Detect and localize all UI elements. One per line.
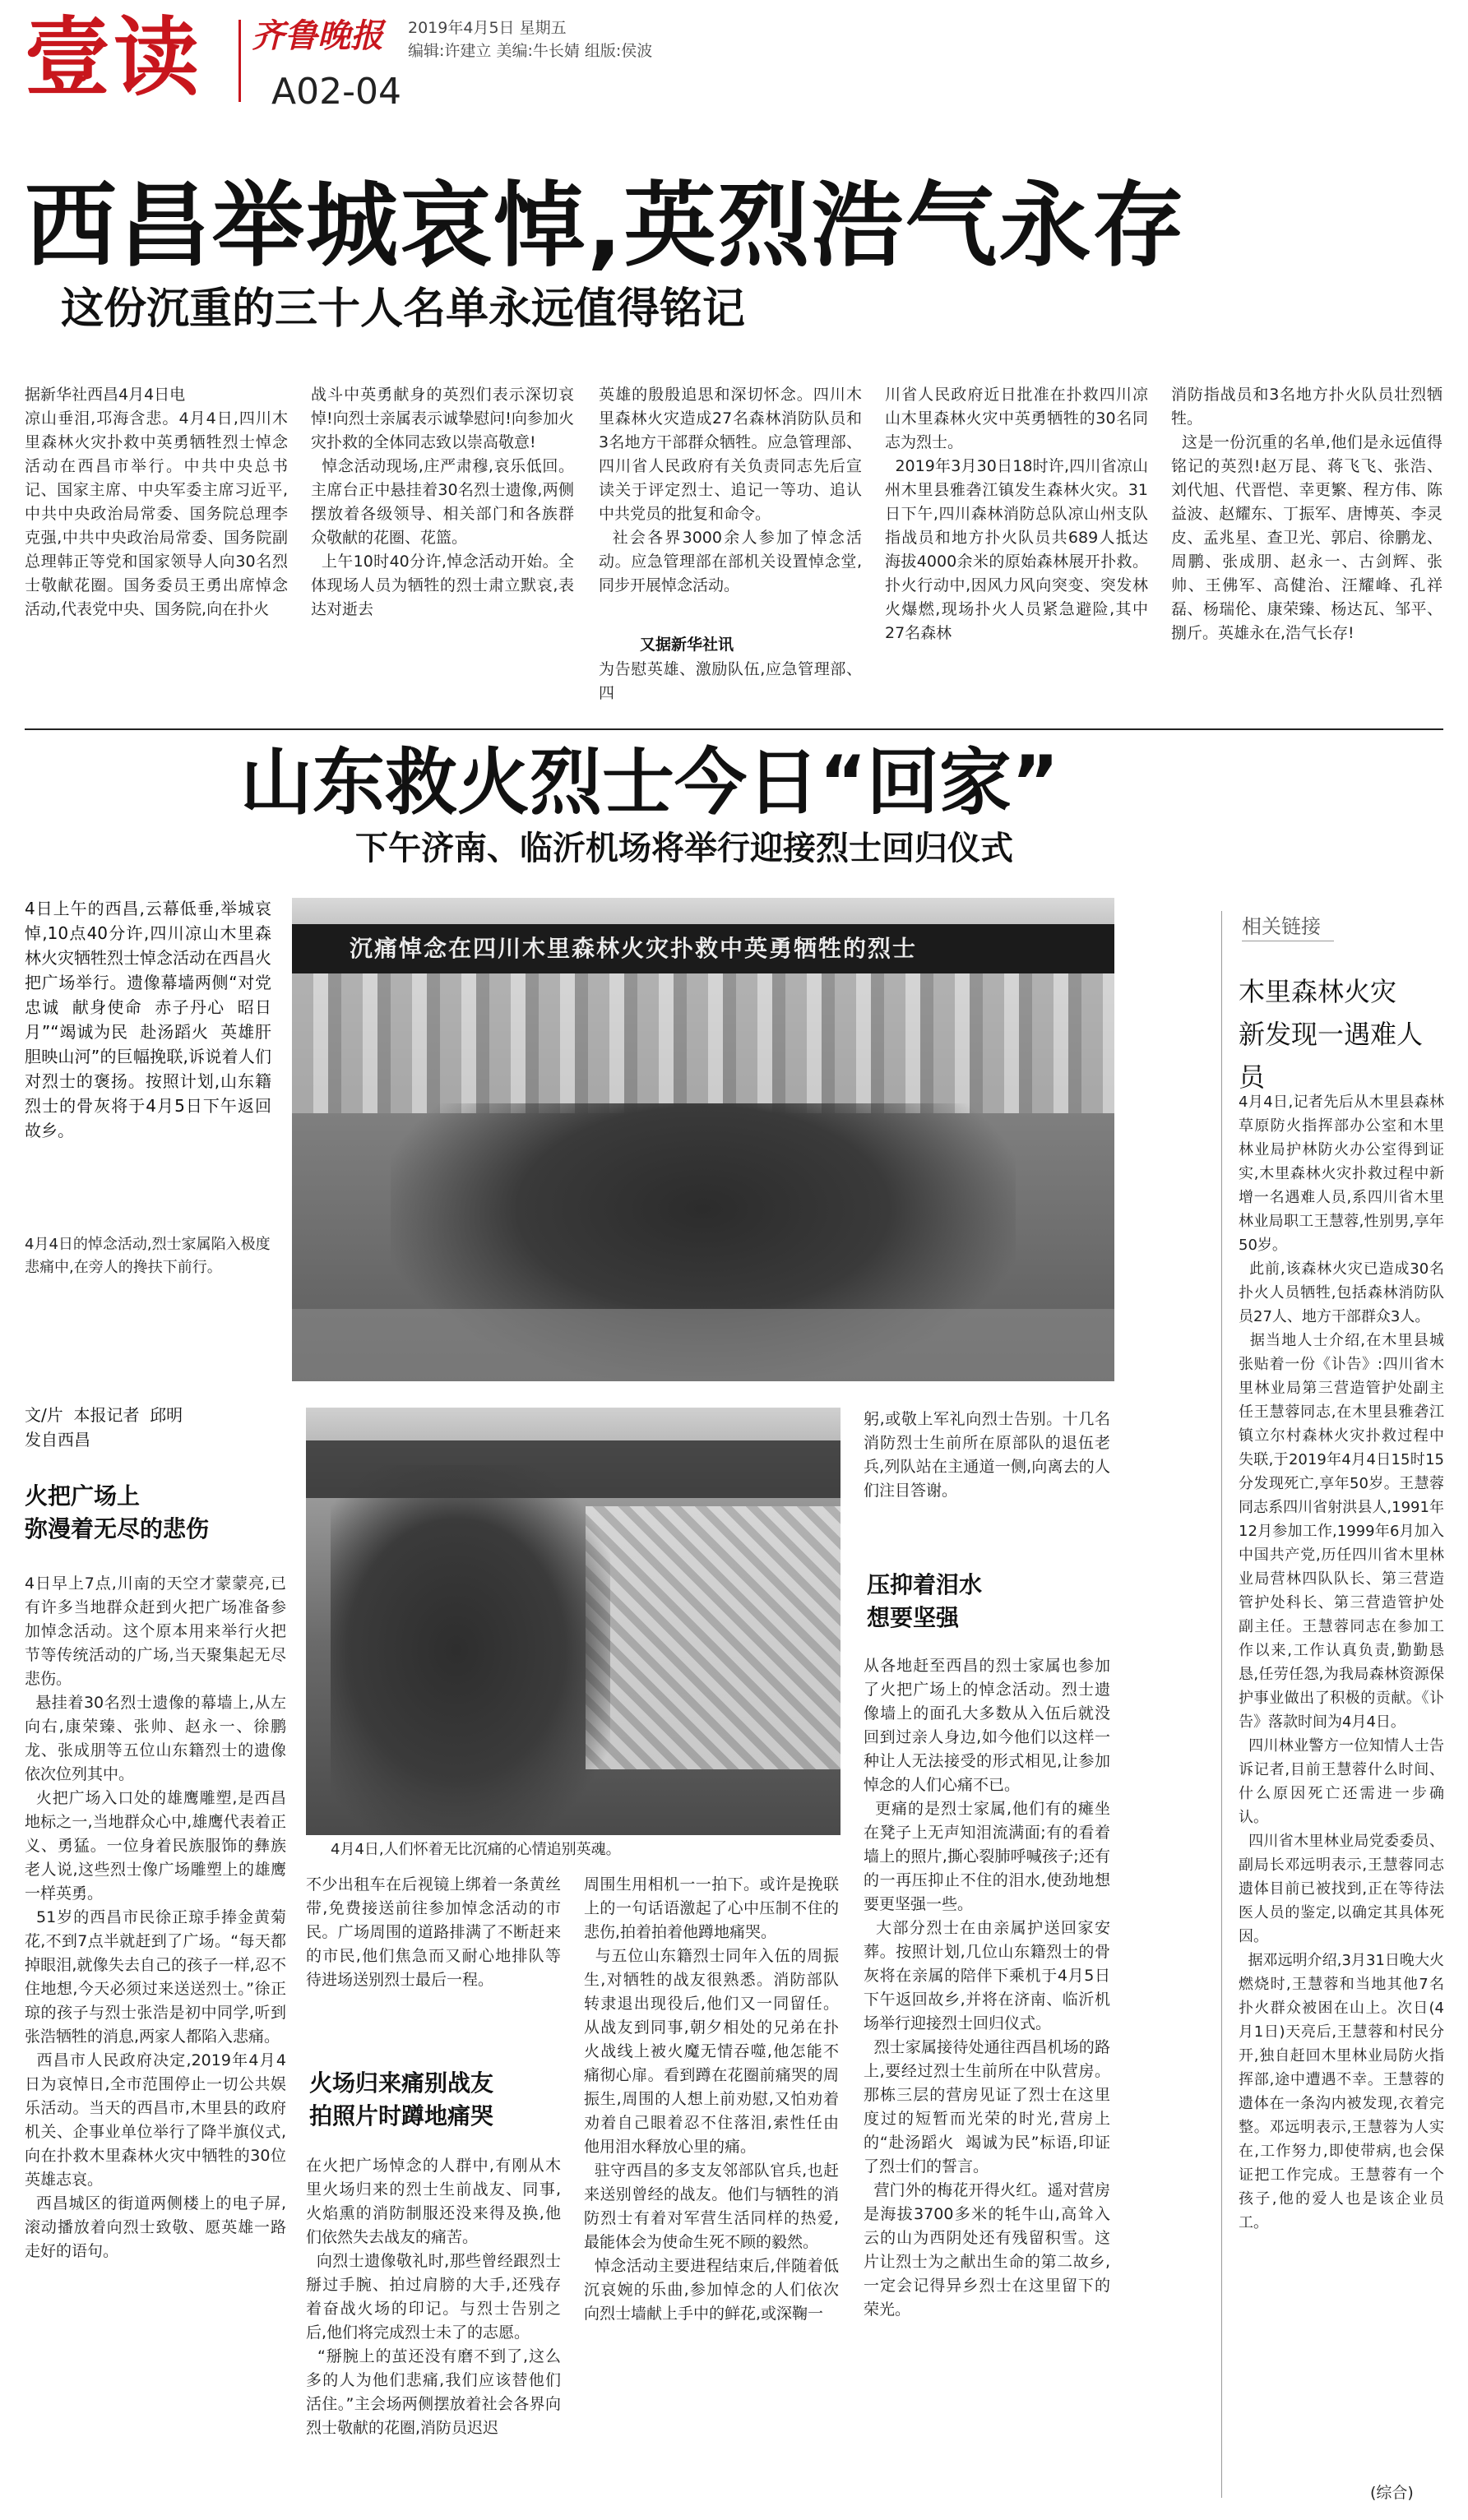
pavement	[292, 1309, 1114, 1381]
soldiers-salute-photo	[306, 1408, 841, 1835]
reporter-byline: 文/片 本报记者 邱明 发自西昌	[25, 1405, 183, 1450]
second-lede: 4日上午的西昌,云幕低垂,举城哀悼,10点40分许,四川凉山木里森林火灾牺牲烈士悼念活动在西昌火把广场举行。遗像幕墙两侧“对党忠诚 献身使命 赤子丹心 昭日月”“竭诚为民 赴汤蹈火 英雄肝胆映山河”的巨幅挽联,诉说着人们对烈士的褒扬。按照计划,山东籍烈士的骨灰将于4月5日下午返回故乡。	[25, 899, 271, 1140]
top-col-4: 川省人民政府近日批准在扑救四川凉山木里森林火灾中英勇牺牲的30名同志为烈士。 2019年3月30日18时许,四川省凉山州木里县雅砻江镇发生森林火灾。31日下午,四川森林消防总队凉山州支队指战员和地方扑火队员共689人抵达海拔4000余米的原始森林展开扑救。扑火行动中,因风力风向突变、突发林火爆燃,现场扑火人员紧急避险,其中27名森林	[885, 386, 1148, 642]
photo1-caption: 4月4日的悼念活动,烈士家属陷入极度悲痛中,在旁人的搀扶下前行。	[25, 1236, 271, 1276]
wreath-row	[292, 973, 1114, 1113]
body-col-4: 周围生用相机一一拍下。或许是挽联上的一句话语激起了心中压制不住的悲伤,拍着拍着他蹲地痛哭。 与五位山东籍烈士同年入伍的周振生,对牺牲的战友很熟悉。消防部队转隶退出现役后,他们又一同留任。从战友到同事,朝夕相处的兄弟在扑火战线上被火魔无情吞噬,他怎能不痛彻心扉。看到蹲在花圈前痛哭的周振生,周围的人想上前劝慰,又怕劝着劝着自己眼着忍不住落泪,索性任由他用泪水释放心里的痛。 驻守西昌的多支友邻部队官兵,也赶来送别曾经的战友。他们与牺牲的消防烈士有着对军营生活同样的热爱,最能体会为使命生死不顾的毅然。 悼念活动主要进程结束后,伴随着低沉哀婉的乐曲,参加悼念的人们依次向烈士墙献上手中的鲜花,或深鞠一	[584, 1875, 839, 2323]
second-headline: 山东救火烈士今日“回家”	[240, 740, 1059, 825]
top-col-3-byline: 又据新华社讯	[640, 636, 734, 654]
photo2-caption: 4月4日,人们怀着无比沉痛的心情追别英魂。	[331, 1841, 621, 1858]
section-divider	[25, 728, 1443, 730]
related-border	[1221, 911, 1222, 2498]
photo2-soldiers	[331, 1465, 610, 1835]
second-subhead: 下午济南、临沂机场将举行迎接烈士回归仪式	[355, 830, 1013, 867]
photo1-banner-text: 沉痛悼念在四川木里森林火灾扑救中英勇牺牲的烈士	[350, 935, 918, 962]
related-tag: 相关链接	[1242, 913, 1334, 941]
top-col-5: 消防指战员和3名地方扑火队员壮烈牺牲。 这是一份沉重的名单,他们是永远值得铭记的英烈!赵万昆、蒋飞飞、张浩、刘代旭、代晋恺、幸更繁、程方伟、陈益波、赵耀东、丁振军、唐博英、李灵皮、孟兆星、查卫光、郭启、徐鹏龙、周鹏、张成朋、赵永一、古剑辉、张帅、王佛军、高健治、汪耀峰、孔祥磊、杨瑞伦、康荣臻、杨达瓦、邹平、捌斤。英雄永在,浩气长存!	[1171, 386, 1443, 642]
top-col-2: 战斗中英勇献身的英烈们表示深切哀悼!向烈士亲属表示诚挚慰问!向参加火灾扑救的全体同志致以崇高敬意! 悼念活动现场,庄严肃穆,哀乐低回。主席台正中悬挂着30名烈士遗像,两侧摆放着各级领导、相关部门和各族群众敬献的花圈、花篮。 上午10时40分许,悼念活动开始。全体现场人员为牺牲的烈士肃立默哀,表达对逝去	[311, 386, 574, 618]
subhead-hold-tears: 压抑着泪水 想要坚强	[867, 1571, 983, 1631]
body-col-3: 在火把广场悼念的人群中,有刚从木里火场归来的烈士生前战友、同事,火焰熏的消防制服还没来得及换,他们依然失去战友的痛苦。 向烈士遗像敬礼时,那些曾经跟烈士掰过手腕、拍过肩膀的大手,还残存着奋战火场的印记。与烈士告别之后,他们将完成烈士未了的志愿。 “掰腕上的茧还没有磨不到了,这么多的人为他们悲痛,我们应该替他们活住。”主会场两侧摆放着社会各界向烈士敬献的花圈,消防员迟迟	[306, 2157, 561, 2437]
top-col-3-tail: 为告慰英雄、激励队伍,应急管理部、四	[599, 660, 862, 702]
top-col-1: 据新华社西昌4月4日电 凉山垂泪,邛海含悲。4月4日,四川木里森林火灾扑救中英勇牺牲烈士悼念活动在西昌市举行。中共中央总书记、国家主席、中央军委主席习近平,中共中央政治局常委、国务院总理李克强,中共中央政治局常委、国务院副总理韩正等党和国家领导人向30名烈士敬献花圈。国务委员王勇出席悼念活动,代表党中央、国务院,向在扑火	[25, 386, 288, 618]
related-source: (综合)	[1370, 2484, 1414, 2502]
section-title: 壹读	[25, 7, 203, 108]
masthead-divider	[238, 20, 241, 102]
body-col-6: 从各地赶至西昌的烈士家属也参加了火把广场上的悼念活动。烈士遗像墙上的面孔大多数从入伍后就没回到过亲人身边,如今他们以这样一种让人无法接受的形式相见,让参加悼念的人们心痛不已。 更痛的是烈士家属,他们有的瘫坐在凳子上无声知泪流满面;有的看着墙上的照片,撕心裂肺呼喊孩子;还有的一再压抑止不住的泪水,使劲地想要更坚强一些。 大部分烈士在由亲属护送回家安葬。按照计划,几位山东籍烈士的骨灰将在亲属的陪伴下乘机于4月5日下午返回故乡,并将在济南、临沂机场举行迎接烈士回归仪式。 烈士家属接待处通往西昌机场的路上,要经过烈士生前所在中队营房。那栋三层的营房见证了烈士在这里度过的短暂而光荣的时光,营房上的“赴汤蹈火 竭诚为民”标语,印证了烈士们的誓言。 营门外的梅花开得火红。遥对营房是海拔3700多米的牦牛山,高耸入云的山为西阴处还有残留积雪。这片让烈士为之献出生命的第二故乡,一定会记得异乡烈士在这里留下的荣光。	[864, 1657, 1110, 2319]
related-body: 4月4日,记者先后从木里县森林草原防火指挥部办公室和木里林业局护林防火办公室得到证实,木里森林火灾扑救过程中新增一名遇难人员,系四川省木里林业局职工王慧蓉,性别男,享年50岁。 此前,该森林火灾已造成30名扑火人员牺牲,包括森林消防队员27人、地方干部群众3人。 据当地人士介绍,在木里县城张贴着一份《讣告》:四川省木里林业局第三营造管护处副主任王慧蓉同志,在木里县雅砻江镇立尔村森林火灾扑救过程中失联,于2019年4月4日15时15分发现死亡,享年50岁。王慧蓉同志系四川省射洪县人,1991年12月参加工作,1999年6月加入中国共产党,历任四川省木里林业局营林四队队长、第三营造管护处科长、第三营造管护处副主任。王慧蓉同志在参加工作以来,工作认真负责,勤勤恳恳,任劳任怨,为我局森林资源保护事业做出了积极的贡献。《讣告》落款时间为4月4日。 四川林业警方一位知情人士告诉记者,目前王慧蓉什么时间、什么原因死亡还需进一步确认。 四川省木里林业局党委委员、副局长邓远明表示,王慧蓉同志遗体目前已被找到,正在等待法医人员的鉴定,以确定其具体死因。 据邓远明介绍,3月31日晚大火燃烧时,王慧蓉和当地其他7名扑火群众被困在山上。次日(4月1日)天亮后,王慧蓉和村民分开,独自赶回木里林业局防火指挥部,途中遭遇不幸。王慧蓉的遗体在一条沟内被发现,衣着完整。邓远明表示,王慧蓉为人实在,工作努力,即使带病,也会保证把工作完成。王慧蓉有一个孩子,他的爱人也是该企业员工。	[1239, 1094, 1444, 2231]
subhead-torch-square: 火把广场上 弥漫着无尽的悲伤	[25, 1482, 210, 1542]
body-col-2: 不少出租车在后视镜上绑着一条黄丝带,免费接送前往参加悼念活动的市民。广场周围的道路排满了不断赶来的市民,他们焦急而又耐心地排队等待进场送别烈士最后一程。	[306, 1875, 561, 1989]
related-title: 木里森林火灾 新发现一遇难人员	[1239, 976, 1424, 1093]
body-col-1: 4日早上7点,川南的天空才蒙蒙亮,已有许多当地群众赶到火把广场准备参加悼念活动。这个原本用来举行火把节等传统活动的广场,当天聚集起无尽悲伤。 悬挂着30名烈士遗像的幕墙上,从左向右,康荣臻、张帅、赵永一、徐鹏龙、张成朋等五位山东籍烈士的遗像依次位列其中。 火把广场入口处的雄鹰雕塑,是西昌地标之一,当地群众心中,雄鹰代表着正义、勇猛。一位身着民族服饰的彝族老人说,这些烈士像广场雕塑上的雄鹰一样英勇。 51岁的西昌市民徐正琼手捧金黄菊花,不到7点半就赶到了广场。“每天都掉眼泪,就像失去自己的孩子一样,忍不住地想,今天必须过来送送烈士。”徐正琼的孩子与烈士张浩是初中同学,听到张浩牺牲的消息,两家人都陷入悲痛。 西昌市人民政府决定,2019年4月4日为哀悼日,全市范围停止一切公共娱乐活动。当天的西昌市,木里县的政府机关、企事业单位举行了降半旗仪式,向在扑救木里森林火灾中牺牲的30位英雄志哀。 西昌城区的街道两侧楼上的电子屏,滚动播放着向烈士致敬、愿英雄一路走好的语句。	[25, 1574, 286, 2260]
memorial-procession-photo	[292, 898, 1114, 1381]
top-col-3: 英雄的殷殷追思和深切怀念。四川木里森林火灾造成27名森林消防队员和3名地方干部群众牺牲。应急管理部、四川省人民政府有关负责同志先后宣读关于评定烈士、追记一等功、追认中共党员的批复和命令。 社会各界3000余人参加了悼念活动。应急管理部在部机关设置悼念堂,同步开展悼念活动。	[599, 386, 862, 594]
main-subhead: 这份沉重的三十人名单永远值得铭记	[61, 284, 746, 334]
paper-logo: 齐鲁晚报	[252, 16, 383, 55]
page-number: A02-04	[271, 71, 401, 113]
photo2-flowers	[586, 1506, 841, 1769]
subhead-comrades: 火场归来痛别战友 拍照片时蹲地痛哭	[309, 2069, 494, 2129]
issue-date: 2019年4月5日 星期五	[408, 19, 567, 37]
body-col-5: 躬,或敬上军礼向烈士告别。十几名消防烈士生前所在原部队的退伍老兵,列队站在主通道一侧,向离去的人们注目答谢。	[864, 1410, 1110, 1500]
editor-credits: 编辑:许建立 美编:牛长婧 组版:侯波	[408, 42, 653, 60]
main-headline: 西昌举城哀悼,英烈浩气永存	[25, 173, 1187, 280]
